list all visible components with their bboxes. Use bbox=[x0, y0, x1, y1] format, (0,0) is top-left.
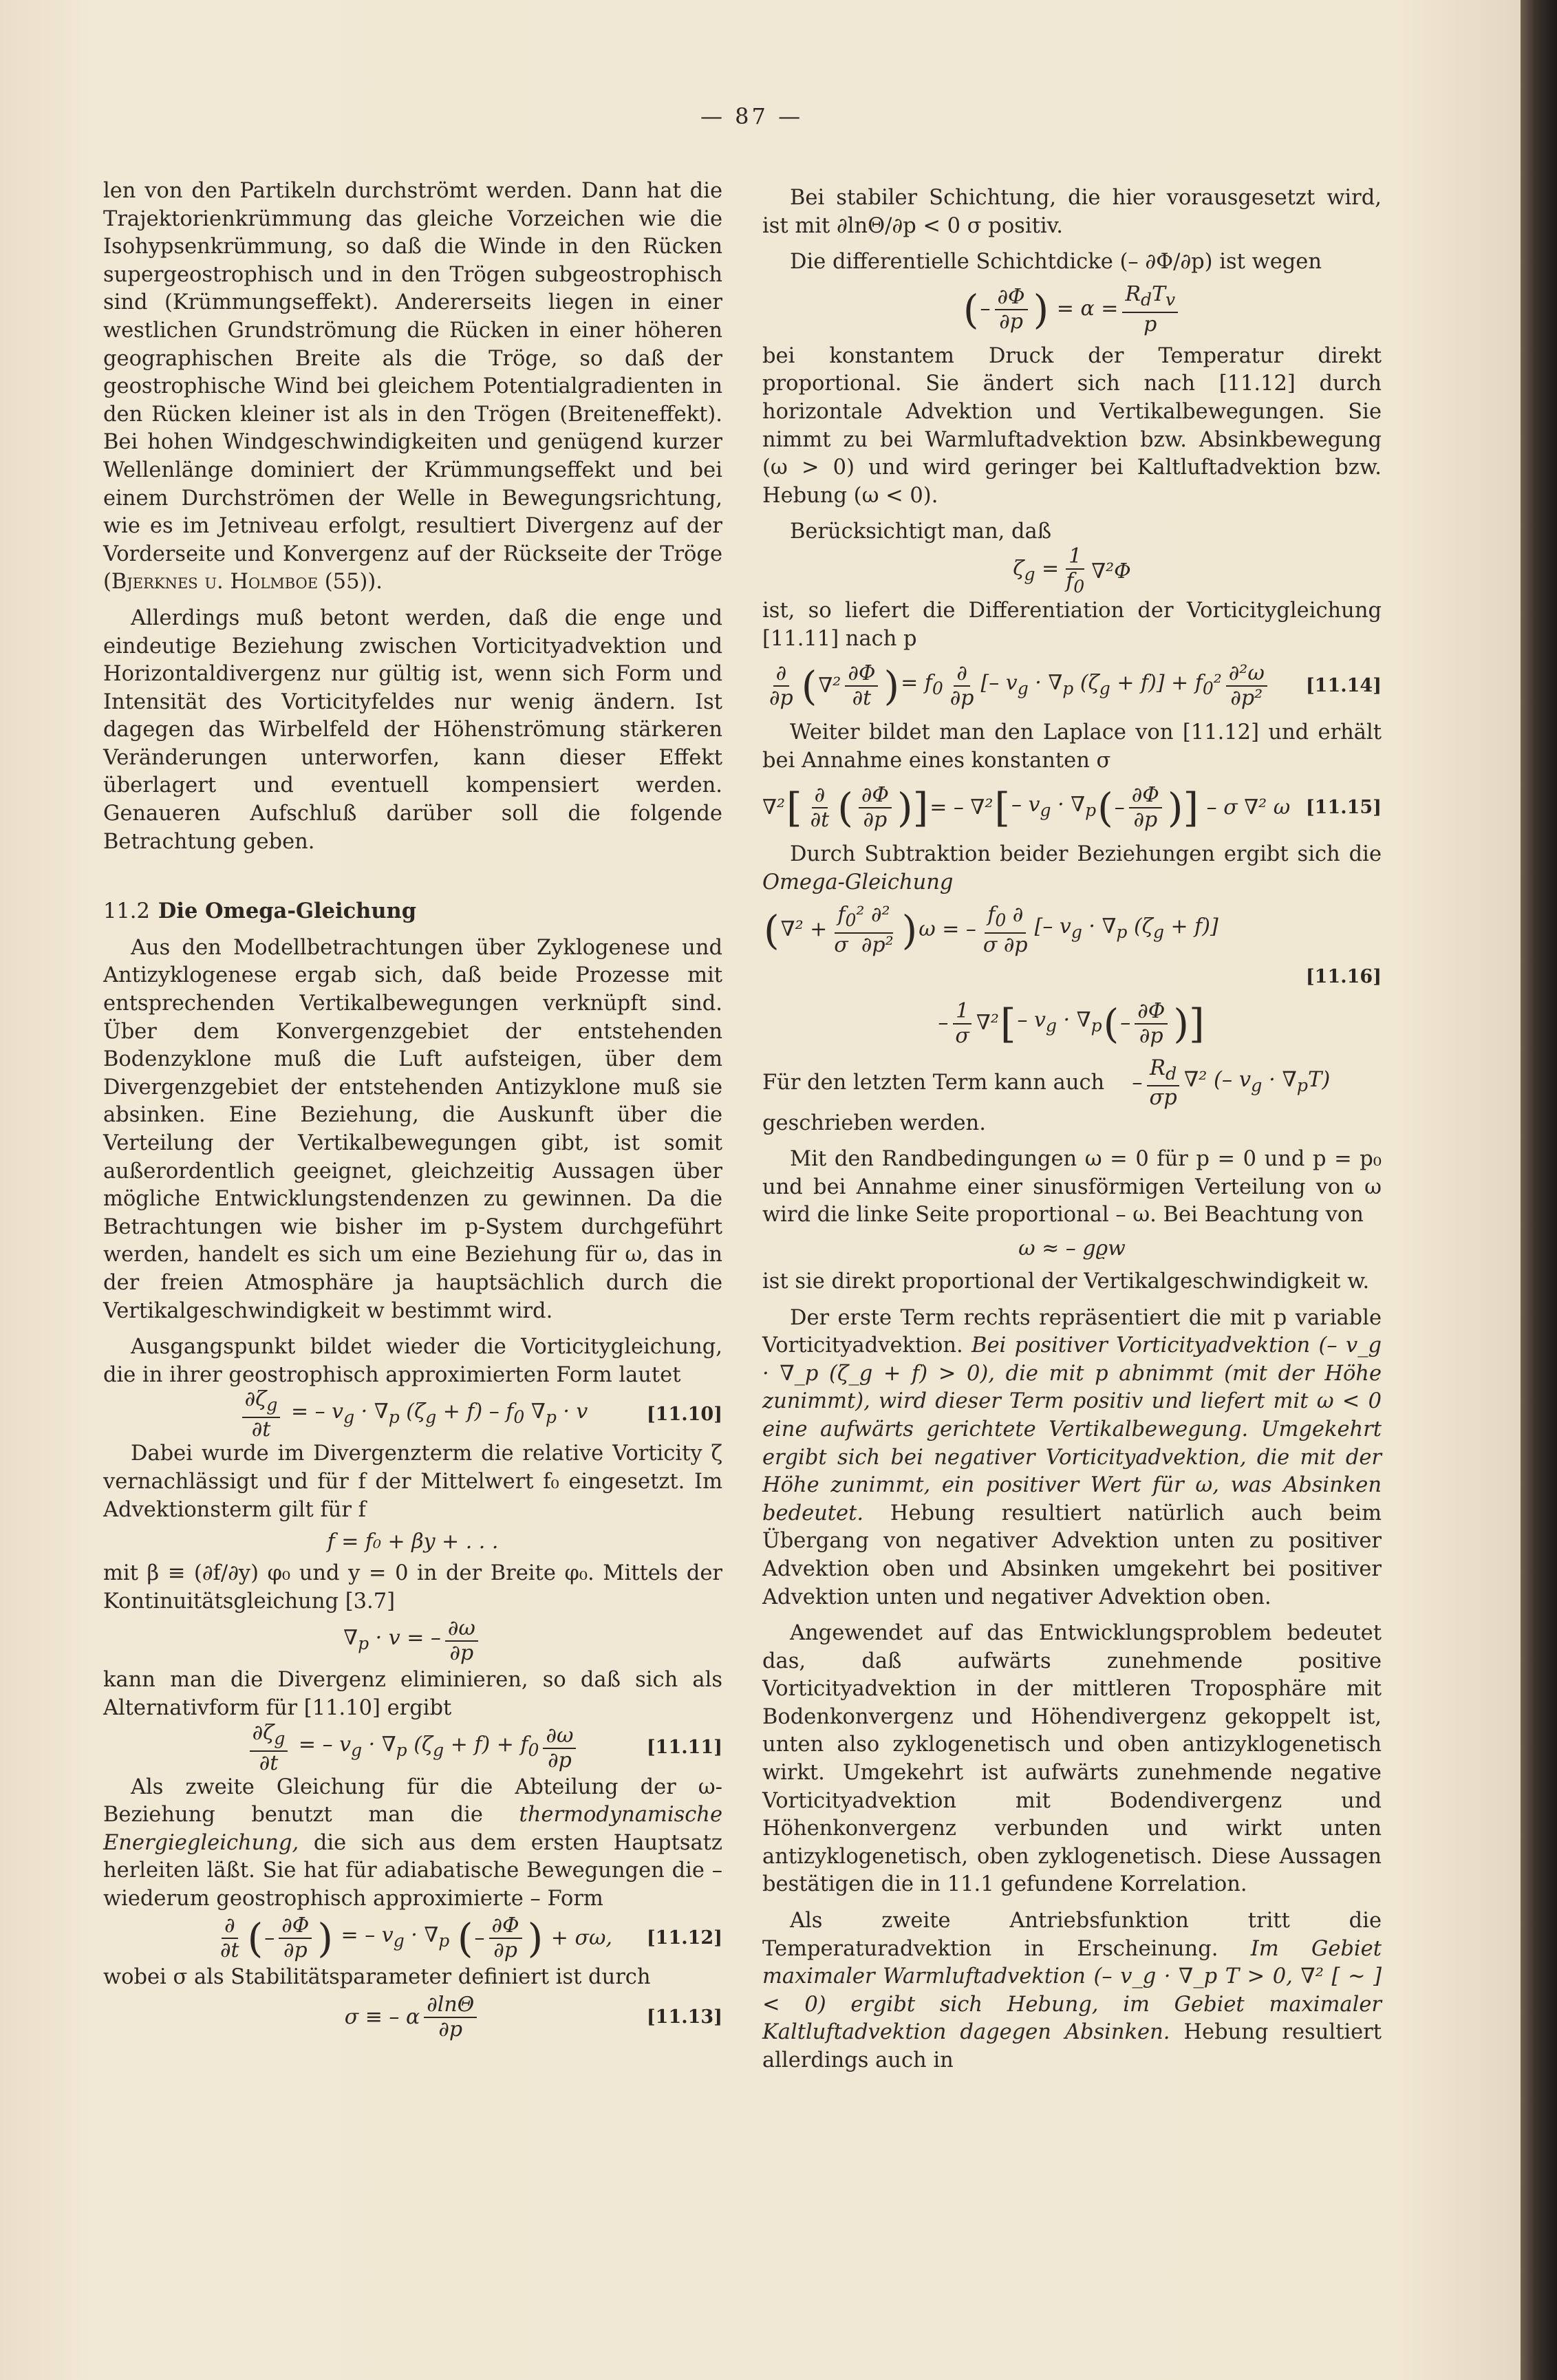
equation-11-16-line1: ( ∇² + $\frac{f_0^2 \partial^2}{\text{σ ∂p²}}$ ) ω = – $\frac{f_0 \partial}{\sigma \partial p}$ [– $v_g \cdot \nabla_p$ $(\zeta_g + f)$] bbox=[764, 902, 1218, 957]
equation-11-16-line2: – $\frac{1}{\sigma}$ ∇² [ – $v_g \cdot \nabla_p$ ( – $\frac{\partial\Phi}{\partial p}$ )] bbox=[938, 998, 1205, 1048]
equation-omega-w: ω ≈ – gϱw bbox=[1018, 1236, 1126, 1261]
paragraph: Der erste Term rechts repräsentiert die mit p variable Vorticityadvektion. Bei positiver Vorticityadvektion (– v_g · ∇_p (ζ_g + f) > 0), die mit p abnimmt (mit der Höhe zunimmt), wird dieser Term positiv und liefert mit ω < 0 eine aufwärts gerichtete Vertikalbewegung. Umgekehrt ergibt sich bei negativer Vorticityadvektion, die mit der Höhe zunimmt, ein positiver Wert für ω, was Absinken bedeutet. Hebung resultiert natürlich auch beim Übergang von negativer Advektion unten zu positiver Advektion oben und Absinken umgekehrt bei positiver Advektion unten und negativer Advektion oben. bbox=[762, 1305, 1382, 1609]
equation-11-13: σ ≡ – α $\frac{\partial\ln\Theta}{\partial p}$ [11.13] bbox=[344, 1993, 722, 2042]
paragraph: Für den letzten Term kann auch – $\frac{R_d}{\sigma p}$ ∇² (– $v_g \cdot \nabla_pT$) bbox=[762, 1055, 1331, 1110]
paragraph: Durch Subtraktion beider Beziehungen ergibt sich die Omega-Gleichung bbox=[762, 842, 1382, 894]
equation-11-12: $\frac{\partial}{\partial t}$ ( – $\frac{\partial\Phi}{\partial p}$ ) = – $v_g \cdot \nabla_p$ ( – $\frac{\partial\Phi}{\partial p}$ ) + σω, [11.12] bbox=[220, 1913, 722, 1963]
paragraph: Mit den Randbedingungen ω = 0 für p = 0 und p = p₀ und bei Annahme einer sinusförmigen Verteilung von ω wird die linke Seite proportional – ω. Bei Beachtung von bbox=[762, 1147, 1382, 1227]
paragraph: Bei stabiler Schichtung, die hier vorausgesetzt wird, ist mit ∂lnΘ/∂p < 0 σ positiv. bbox=[762, 186, 1382, 238]
author-citation: Bjerknes u. Holmboe bbox=[111, 570, 319, 594]
paragraph: len von den Partikeln durchströmt werden. Dann hat die Trajektorienkrümmung das gleiche Vorzeichen wie die Isohypsenkrümmung, so daß die Winde in den Rücken supergeostrophisch und in den Trögen subgeostrophisch sind (Krümmungseffekt). Andererseits liegen in einer westlichen Grundströmung die Rücken in einer höheren geographischen Breite als die Tröge, so daß der geostrophische Wind bei gleichem Potentialgradienten in den Rücken kleiner ist als in den Trögen (Breiteneffekt). Bei hohen Windgeschwindigkeiten und genügend kurzer Wellenlänge dominiert der Krümmungseffekt und bei einem Durchströmen der Welle in Bewegungsrichtung, wie es im Jetniveau erfolgt, resultiert Divergenz auf der Vorderseite und Konvergenz auf der Rückseite der Tröge (Bjerknes u. Holmboe (55)). bbox=[103, 179, 722, 594]
paragraph: Allerdings muß betont werden, daß die enge und eindeutige Beziehung zwischen Vorticityadvektion und Horizontaldivergenz nur gültig ist, wenn sich Form und Intensität des Vorticityfeldes nur wenig ändern. Ist dagegen das Wirbelfeld der Höhenströmung stärkeren Veränderungen unterworfen, kann dieser Effekt überlagert und eventuell kompensiert werden. Genaueren Aufschluß darüber soll die folgende Betrachtung geben. bbox=[103, 605, 722, 854]
equation-11-11: $\frac{\partial\zeta_g}{\partial t}$ = – $v_g \cdot \nabla_p$ $(\zeta_g + f) + f_0$ $\frac{\partial\omega}{\partial p}$ [11.11] bbox=[103, 1723, 722, 1774]
paragraph: kann man die Divergenz eliminieren, so daß sich als Alternativform für [11.10] ergibt bbox=[103, 1668, 722, 1720]
right-column bbox=[762, 184, 1382, 2075]
paragraph: Aus den Modellbetrachtungen über Zyklogenese und Antizyklogenese ergab sich, daß beide Prozesse mit entsprechenden Vertikalbewegungen verknüpft sind. Über dem Konvergenzgebiet der entstehenden Bodenzyklone muß die Luft aufsteigen, über dem Divergenzgebiet der entstehenden Antizyklone muß sie absinken. Eine Beziehung, die Auskunft über die Verteilung der Vertikalbewegungen gibt, ist somit außerordentlich geeignet, gleichzeitig Aussagen über mögliche Entwicklungstendenzen zu gewinnen. Da die Betrachtungen wie bisher im p-System durchgeführt werden, handelt es sich um eine Beziehung für ω, das in der freien Atmosphäre ja hauptsächlich durch die Vertikalgeschwindigkeit w bestimmt wird. bbox=[103, 935, 722, 1323]
equation-11-16-number: [11.16] bbox=[1305, 965, 1382, 987]
paragraph: Die differentielle Schichtdicke (– ∂Φ/∂p) ist wegen bbox=[790, 250, 1322, 275]
left-column bbox=[103, 178, 722, 2043]
paragraph: wobei σ als Stabilitätsparameter definiert ist durch bbox=[103, 1965, 651, 1990]
paragraph: geschrieben werden. bbox=[762, 1111, 986, 1135]
equation-11-14: $\frac{\partial}{\partial p}$ ( ∇² $\frac{\partial\Phi}{\partial t}$ ) = $f_0$ $\frac{\partial}{\partial p}$ [– $v_g \cdot \nabla_p$ $(\zeta_g + f)] + f_0^2$ $\frac{\text{∂²ω}}{\text{∂p²}}$ [11.14] bbox=[769, 661, 1382, 711]
equation-thickness: ( – $\frac{\partial\Phi}{\partial p}$ ) = α = $\frac{R_dT_v}{p}$ bbox=[762, 277, 1382, 343]
book-spine bbox=[1521, 0, 1557, 2380]
paragraph: Weiter bildet man den Laplace von [11.12] und erhält bei Annahme eines konstanten σ bbox=[762, 720, 1382, 773]
paragraph: ist, so liefert die Differentiation der Vorticitygleichung [11.11] nach p bbox=[762, 598, 1382, 651]
paragraph: ist sie direkt proportional der Vertikalgeschwindigkeit w. bbox=[762, 1269, 1370, 1294]
paragraph: Als zweite Gleichung für die Abteilung der ω-Beziehung benutzt man die thermodynamische Energiegleichung, die sich aus dem ersten Hauptsatz herleiten läßt. Sie hat für adiabatische Bewegungen die – wiederum geostrophisch approximierte – Form bbox=[103, 1775, 722, 1911]
paragraph: mit β ≡ (∂f/∂y) φ₀ und y = 0 in der Breite φ₀. Mittels der Kontinuitätsgleichung [3.7] bbox=[103, 1561, 722, 1614]
section-heading: 11.2 Die Omega-Gleichung bbox=[103, 899, 417, 924]
equation-11-10: $\frac{\partial\zeta_g}{\partial t}$ = – $v_g \cdot \nabla_p$ $(\zeta_g + f) - f_0$ $\nabla_p \cdot v$ [11.10] bbox=[103, 1389, 722, 1440]
paragraph: Ausgangspunkt bildet wieder die Vorticitygleichung, die in ihrer geostrophisch approximierten Form lautet bbox=[103, 1335, 722, 1387]
equation-continuity: $\nabla_p \cdot v$ = – $\frac{\partial\omega}{\partial p}$ bbox=[103, 1616, 722, 1666]
paragraph: Als zweite Antriebsfunktion tritt die Temperaturadvektion in Erscheinung. Im Gebiet maximaler Warmluftadvektion (– v_g · ∇_p T > 0, ∇² [ ~ ] < 0) ergibt sich Hebung, im Gebiet maximaler Kaltluftadvektion dagegen Absinken. Hebung resultiert allerdings auch in bbox=[762, 1909, 1382, 2072]
equation-11-15: ∇² [ $\frac{\partial}{\partial t}$ ( $\frac{\partial\Phi}{\partial p}$ )] = – ∇² [ – $v_g \cdot \nabla_p$ ( – $\frac{\partial\Phi}{\partial p}$ )] – σ ∇² ω [11.15] bbox=[762, 783, 1382, 833]
paragraph: Angewendet auf das Entwicklungsproblem bedeutet das, daß aufwärts zunehmende positive Vorticityadvektion in der mittleren Troposphäre mit Bodenkonvergenz und Höhendivergenz gekoppelt ist, unten also zyklogenetisch und oben antizyklogenetisch wirkt. Umgekehrt ist aufwärts zunehmende negative Vorticityadvektion mit Bodendivergenz und Höhenkonvergenz verbunden und wirkt unten antizyklogenetisch, oben zyklogenetisch. Diese Aussagen bestätigen die in 11.1 gefundene Korrelation. bbox=[762, 1621, 1382, 1897]
paragraph: Dabei wurde im Divergenzterm die relative Vorticity ζ vernachlässigt und für f der Mittelwert f₀ eingesetzt. Im Advektionsterm gilt für f bbox=[103, 1441, 722, 1522]
equation-f: f = f₀ + βy + . . . bbox=[327, 1529, 499, 1554]
paragraph: bei konstantem Druck der Temperatur direkt proportional. Sie ändert sich nach [11.12] durch horizontale Advektion und Vertikalbewegungen. Sie nimmt zu bei Warmluftadvektion bzw. Absinkbewegung (ω > 0) und wird geringer bei Kaltluftadvektion bzw. Hebung (ω < 0). bbox=[762, 343, 1382, 508]
page-number: — 87 — bbox=[700, 103, 804, 129]
paragraph: Berücksichtigt man, daß bbox=[790, 519, 1052, 544]
equation-zeta-g: $\zeta_g$ = $\frac{1}{f_0}$ ∇²Φ bbox=[1013, 544, 1131, 597]
